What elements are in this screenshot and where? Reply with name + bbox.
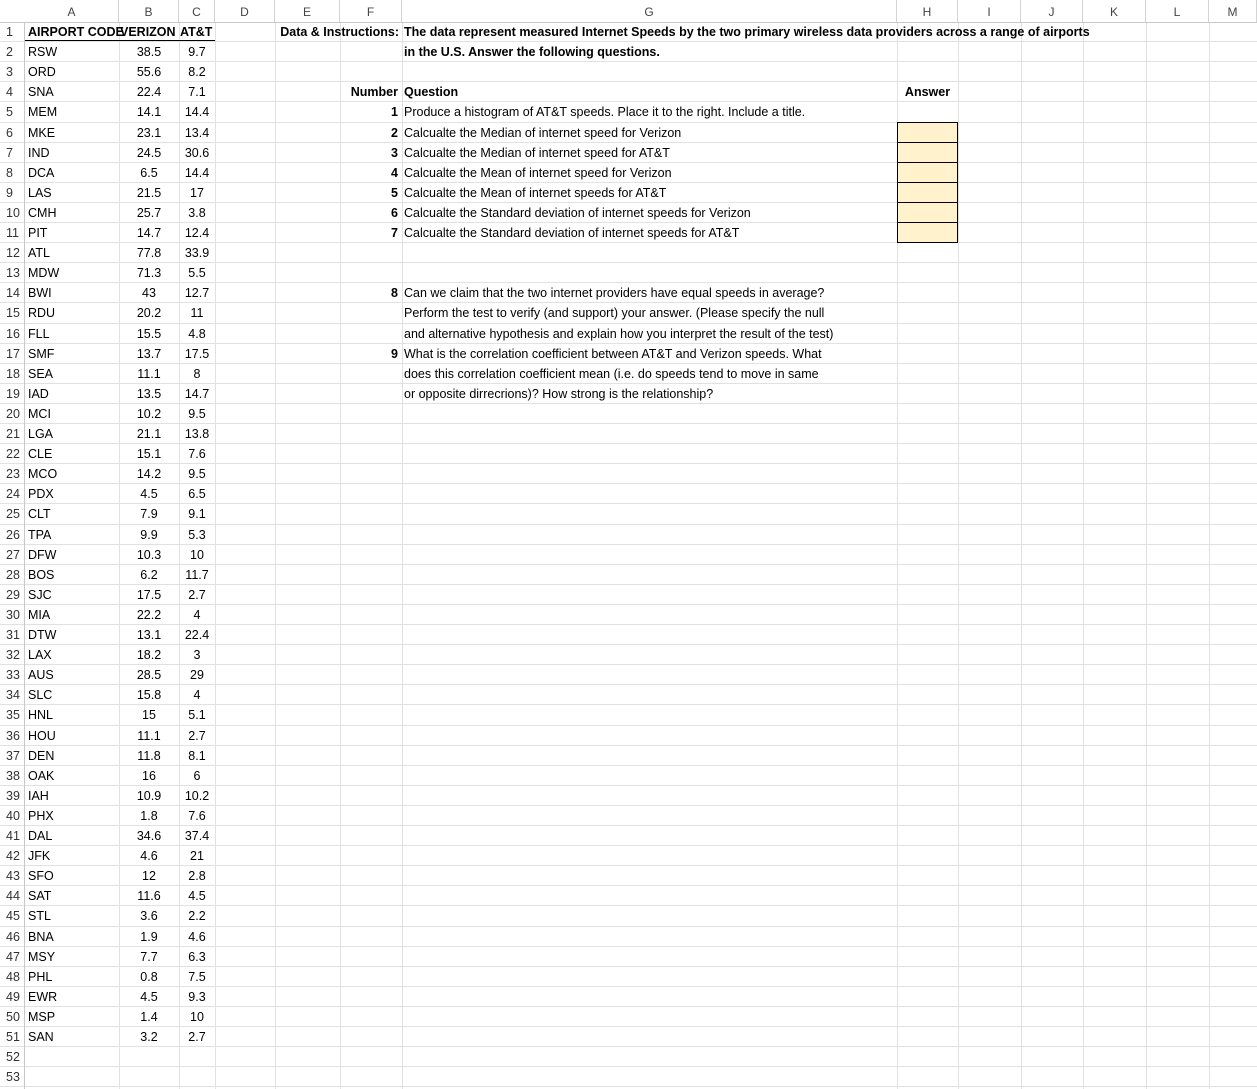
att-speed-cell[interactable]: 7.5: [188, 969, 206, 984]
question-text[interactable]: Calcualte the Median of internet speed for AT&T: [404, 145, 670, 160]
column-header-d[interactable]: D: [215, 0, 275, 22]
airport-code-cell[interactable]: MCO: [28, 467, 58, 482]
answer-input-cell[interactable]: [897, 222, 958, 243]
airport-code-cell[interactable]: CLT: [28, 507, 51, 522]
verizon-speed-cell[interactable]: 21.1: [136, 427, 162, 441]
row-number[interactable]: 8: [6, 165, 13, 180]
row-number[interactable]: 48: [6, 969, 20, 984]
row-number[interactable]: 1: [6, 25, 13, 39]
row-number[interactable]: 10: [6, 205, 20, 220]
verizon-speed-cell[interactable]: 1.4: [140, 1009, 158, 1024]
airport-code-cell[interactable]: MCI: [28, 406, 51, 421]
verizon-speed-cell[interactable]: 14.1: [136, 105, 162, 120]
question-9-text[interactable]: does this correlation coefficient mean (i.e. do speeds tend to move in same: [404, 366, 819, 381]
att-speed-cell[interactable]: 7.1: [188, 85, 206, 100]
verizon-speed-cell[interactable]: 15.8: [136, 688, 162, 703]
att-speed-cell[interactable]: 12.7: [184, 286, 210, 301]
verizon-speed-cell[interactable]: 77.8: [136, 246, 162, 261]
row-number[interactable]: 7: [6, 145, 13, 160]
question-number[interactable]: 7: [391, 226, 398, 240]
airport-code-cell[interactable]: DTW: [28, 628, 57, 642]
att-speed-cell[interactable]: 10: [190, 1009, 204, 1024]
column-header-bar: [0, 0, 1257, 23]
question-number[interactable]: 2: [391, 125, 398, 140]
column-header-a[interactable]: A: [25, 0, 119, 22]
verizon-speed-cell[interactable]: 3.6: [140, 909, 158, 924]
att-speed-cell[interactable]: 14.4: [184, 105, 210, 120]
row-number[interactable]: 19: [6, 386, 20, 401]
answer-input-cell[interactable]: [897, 162, 958, 183]
row-number[interactable]: 42: [6, 849, 20, 864]
gridline-horizontal: [0, 1086, 1257, 1087]
row-number[interactable]: 22: [6, 447, 20, 462]
row-number[interactable]: 9: [6, 185, 13, 200]
row-number[interactable]: 43: [6, 869, 20, 884]
row-number[interactable]: 24: [6, 487, 20, 502]
row-number[interactable]: 12: [6, 246, 20, 261]
column-header-f[interactable]: F: [340, 0, 402, 22]
answer-input-cell[interactable]: [897, 142, 958, 163]
airport-code-cell[interactable]: IAD: [28, 386, 49, 401]
airport-code-cell[interactable]: RSW: [28, 45, 58, 60]
att-speed-cell[interactable]: 9.5: [188, 467, 206, 482]
column-header-h[interactable]: H: [897, 0, 958, 22]
column-header-m[interactable]: M: [1209, 0, 1257, 22]
att-speed-cell[interactable]: 7.6: [188, 447, 206, 462]
question-text[interactable]: Calcualte the Standard deviation of internet speeds for Verizon: [404, 205, 751, 220]
column-header-l[interactable]: L: [1146, 0, 1209, 22]
qa-answer-header[interactable]: Answer: [904, 85, 951, 100]
airport-code-cell[interactable]: PDX: [28, 487, 54, 502]
att-speed-cell[interactable]: 9.5: [188, 406, 206, 421]
verizon-speed-cell[interactable]: 4.5: [140, 989, 158, 1004]
verizon-speed-cell[interactable]: 13.5: [136, 386, 162, 401]
airport-code-cell[interactable]: DAL: [28, 829, 53, 843]
verizon-speed-cell[interactable]: 18.2: [136, 648, 162, 663]
att-speed-cell[interactable]: 11.7: [185, 567, 209, 582]
att-speed-cell[interactable]: 5.5: [188, 266, 206, 281]
row-number[interactable]: 27: [6, 547, 20, 562]
airport-code-cell[interactable]: FLL: [28, 326, 50, 341]
airport-code-cell[interactable]: STL: [28, 909, 51, 924]
airport-code-cell[interactable]: IAH: [28, 788, 49, 803]
instructions-line-2[interactable]: in the U.S. Answer the following questions.: [404, 45, 660, 60]
verizon-speed-cell[interactable]: 4.5: [140, 487, 158, 502]
airport-code-cell[interactable]: SJC: [28, 587, 52, 602]
airport-code-cell[interactable]: BOS: [28, 567, 55, 582]
row-number[interactable]: 16: [6, 326, 20, 341]
att-speed-cell[interactable]: 11: [190, 306, 204, 321]
question-text[interactable]: Calcualte the Mean of internet speeds for AT&T: [404, 185, 667, 200]
airport-code-cell[interactable]: MSP: [28, 1009, 56, 1024]
att-speed-cell[interactable]: 8.1: [188, 748, 206, 763]
row-number[interactable]: 51: [6, 1030, 20, 1044]
att-speed-cell[interactable]: 9.7: [188, 45, 206, 60]
question-text[interactable]: Produce a histogram of AT&T speeds. Place it to the right. Include a title.: [404, 105, 806, 120]
verizon-speed-cell[interactable]: 28.5: [136, 668, 162, 683]
airport-code-cell[interactable]: PIT: [28, 226, 48, 240]
att-speed-cell[interactable]: 17.5: [184, 346, 210, 361]
row-number[interactable]: 20: [6, 406, 20, 421]
row-number[interactable]: 53: [6, 1070, 20, 1085]
airport-code-cell[interactable]: CLE: [28, 447, 53, 462]
row-number[interactable]: 40: [6, 808, 20, 823]
verizon-speed-cell[interactable]: 6.5: [140, 165, 158, 180]
verizon-speed-cell[interactable]: 34.6: [136, 829, 162, 843]
header-verizon[interactable]: VERIZON: [120, 25, 176, 39]
att-speed-cell[interactable]: 4: [193, 607, 201, 622]
airport-code-cell[interactable]: MEM: [28, 105, 58, 120]
att-speed-cell[interactable]: 2.7: [188, 1030, 206, 1044]
column-header-c[interactable]: C: [179, 0, 215, 22]
airport-code-cell[interactable]: SAN: [28, 1030, 54, 1044]
att-speed-cell[interactable]: 10: [190, 547, 204, 562]
airport-code-cell[interactable]: SAT: [28, 889, 52, 904]
verizon-speed-cell[interactable]: 0.8: [140, 969, 158, 984]
airport-code-cell[interactable]: OAK: [28, 768, 55, 783]
instructions-line-1[interactable]: The data represent measured Internet Speeds by the two primary wireless data providers across a range of airports: [404, 25, 1090, 39]
verizon-speed-cell[interactable]: 22.4: [136, 85, 162, 100]
verizon-speed-cell[interactable]: 21.5: [136, 185, 162, 200]
airport-code-cell[interactable]: DEN: [28, 748, 55, 763]
airport-code-cell[interactable]: HNL: [28, 708, 54, 723]
verizon-speed-cell[interactable]: 11.1: [137, 366, 161, 381]
question-number[interactable]: 1: [391, 105, 398, 120]
verizon-speed-cell[interactable]: 20.2: [136, 306, 162, 321]
att-speed-cell[interactable]: 2.2: [188, 909, 206, 924]
question-number[interactable]: 5: [391, 185, 398, 200]
verizon-speed-cell[interactable]: 15: [142, 708, 156, 723]
row-number[interactable]: 11: [6, 226, 19, 240]
airport-code-cell[interactable]: SLC: [28, 688, 53, 703]
att-speed-cell[interactable]: 3.8: [188, 205, 206, 220]
question-text[interactable]: Calcualte the Mean of internet speed for Verizon: [404, 165, 672, 180]
att-speed-cell[interactable]: 3: [193, 648, 201, 663]
row-number[interactable]: 13: [6, 266, 20, 281]
qa-question-header[interactable]: Question: [404, 85, 459, 100]
airport-code-cell[interactable]: PHL: [28, 969, 53, 984]
verizon-speed-cell[interactable]: 14.7: [136, 226, 162, 240]
att-speed-cell[interactable]: 22.4: [184, 628, 210, 642]
verizon-speed-cell[interactable]: 11.8: [137, 748, 161, 763]
row-number[interactable]: 26: [6, 527, 20, 542]
row-number[interactable]: 29: [6, 587, 20, 602]
question-text[interactable]: Calcualte the Standard deviation of internet speeds for AT&T: [404, 226, 740, 240]
att-speed-cell[interactable]: 30.6: [184, 145, 210, 160]
att-speed-cell[interactable]: 13.4: [184, 125, 210, 140]
row-number[interactable]: 21: [6, 427, 20, 441]
verizon-speed-cell[interactable]: 7.7: [140, 949, 158, 964]
row-number[interactable]: 37: [6, 748, 20, 763]
airport-code-cell[interactable]: HOU: [28, 728, 56, 743]
att-speed-cell[interactable]: 4.8: [188, 326, 206, 341]
question-8-text[interactable]: and alternative hypothesis and explain how you interpret the result of the test): [404, 326, 834, 341]
airport-code-cell[interactable]: MDW: [28, 266, 60, 281]
instructions-label[interactable]: Data & Instructions:: [280, 25, 399, 39]
row-number[interactable]: 52: [6, 1050, 20, 1065]
row-number[interactable]: 5: [6, 105, 13, 120]
row-number[interactable]: 41: [6, 829, 20, 843]
gridline-horizontal: [0, 1066, 1257, 1067]
verizon-speed-cell[interactable]: 12: [142, 869, 156, 884]
att-speed-cell[interactable]: 12.4: [184, 226, 210, 240]
verizon-speed-cell[interactable]: 16: [142, 768, 156, 783]
row-number[interactable]: 44: [6, 889, 20, 904]
column-header-b[interactable]: B: [119, 0, 179, 22]
att-speed-cell[interactable]: 6.3: [188, 949, 206, 964]
question-8-number[interactable]: 8: [391, 286, 398, 301]
att-speed-cell[interactable]: 14.7: [184, 386, 210, 401]
verizon-speed-cell[interactable]: 13.7: [136, 346, 162, 361]
airport-code-cell[interactable]: LGA: [28, 427, 54, 441]
airport-code-cell[interactable]: LAX: [28, 648, 52, 663]
airport-code-cell[interactable]: ORD: [28, 65, 56, 80]
row-number[interactable]: 15: [6, 306, 20, 321]
airport-code-cell[interactable]: IND: [28, 145, 50, 160]
att-speed-cell[interactable]: 33.9: [184, 246, 210, 261]
att-speed-cell[interactable]: 13.8: [184, 427, 210, 441]
att-speed-cell[interactable]: 4.6: [188, 929, 206, 944]
row-number[interactable]: 38: [6, 768, 20, 783]
row-number[interactable]: 46: [6, 929, 20, 944]
verizon-speed-cell[interactable]: 15.5: [136, 326, 162, 341]
question-text[interactable]: Calcualte the Median of internet speed for Verizon: [404, 125, 682, 140]
row-number[interactable]: 18: [6, 366, 20, 381]
att-speed-cell[interactable]: 29: [190, 668, 204, 683]
row-number[interactable]: 36: [6, 728, 20, 743]
row-number[interactable]: 31: [6, 628, 20, 642]
verizon-speed-cell[interactable]: 11.1: [137, 728, 161, 743]
att-speed-cell[interactable]: 21: [190, 849, 204, 864]
verizon-speed-cell[interactable]: 22.2: [136, 607, 162, 622]
att-speed-cell[interactable]: 4.5: [188, 889, 206, 904]
row-number[interactable]: 32: [6, 648, 20, 663]
verizon-speed-cell[interactable]: 43: [142, 286, 156, 301]
att-speed-cell[interactable]: 17: [190, 185, 204, 200]
airport-code-cell[interactable]: EWR: [28, 989, 58, 1004]
row-number[interactable]: 45: [6, 909, 20, 924]
row-number[interactable]: 33: [6, 668, 20, 683]
airport-code-cell[interactable]: MSY: [28, 949, 56, 964]
answer-input-cell[interactable]: [897, 122, 958, 143]
question-number[interactable]: 4: [391, 165, 398, 180]
airport-code-cell[interactable]: LAS: [28, 185, 52, 200]
att-speed-cell[interactable]: 2.7: [188, 728, 206, 743]
verizon-speed-cell[interactable]: 24.5: [136, 145, 162, 160]
header-airport-code[interactable]: AIRPORT CODE: [28, 25, 124, 39]
verizon-speed-cell[interactable]: 11.6: [137, 889, 161, 904]
question-9-number[interactable]: 9: [391, 346, 398, 361]
airport-code-cell[interactable]: BNA: [28, 929, 54, 944]
verizon-speed-cell[interactable]: 10.3: [136, 547, 162, 562]
verizon-speed-cell[interactable]: 23.1: [136, 125, 162, 140]
qa-number-header[interactable]: Number: [350, 85, 398, 100]
column-header-i[interactable]: I: [958, 0, 1021, 22]
row-number[interactable]: 30: [6, 607, 20, 622]
answer-input-cell[interactable]: [897, 182, 958, 203]
att-speed-cell[interactable]: 9.3: [188, 989, 206, 1004]
airport-code-cell[interactable]: CMH: [28, 205, 57, 220]
verizon-speed-cell[interactable]: 25.7: [136, 205, 162, 220]
row-number[interactable]: 49: [6, 989, 20, 1004]
question-8-text[interactable]: Perform the test to verify (and support) your answer. (Please specify the null: [404, 306, 825, 321]
att-speed-cell[interactable]: 14.4: [184, 165, 210, 180]
verizon-speed-cell[interactable]: 55.6: [136, 65, 162, 80]
row-number[interactable]: 34: [6, 688, 20, 703]
row-number[interactable]: 14: [6, 286, 20, 301]
airport-code-cell[interactable]: PHX: [28, 808, 54, 823]
column-header-e[interactable]: E: [275, 0, 340, 22]
att-speed-cell[interactable]: 2.8: [188, 869, 206, 884]
column-header-j[interactable]: J: [1021, 0, 1083, 22]
airport-code-cell[interactable]: JFK: [28, 849, 51, 864]
verizon-speed-cell[interactable]: 4.6: [140, 849, 158, 864]
row-number[interactable]: 4: [6, 85, 13, 100]
verizon-speed-cell[interactable]: 10.9: [136, 788, 162, 803]
column-header-g[interactable]: G: [402, 0, 897, 22]
verizon-speed-cell[interactable]: 3.2: [140, 1030, 158, 1044]
verizon-speed-cell[interactable]: 10.2: [136, 406, 162, 421]
question-9-text[interactable]: or opposite dirrecrions)? How strong is the relationship?: [404, 386, 714, 401]
airport-code-cell[interactable]: ATL: [28, 246, 50, 261]
verizon-speed-cell[interactable]: 71.3: [136, 266, 162, 281]
att-speed-cell[interactable]: 5.1: [188, 708, 206, 723]
verizon-speed-cell[interactable]: 7.9: [140, 507, 158, 522]
verizon-speed-cell[interactable]: 38.5: [136, 45, 162, 60]
row-number[interactable]: 23: [6, 467, 20, 482]
airport-code-cell[interactable]: MKE: [28, 125, 56, 140]
row-number[interactable]: 2: [6, 45, 13, 60]
answer-input-cell[interactable]: [897, 202, 958, 223]
question-9-text[interactable]: What is the correlation coefficient between AT&T and Verizon speeds. What: [404, 346, 822, 361]
verizon-speed-cell[interactable]: 1.8: [140, 808, 158, 823]
verizon-speed-cell[interactable]: 17.5: [136, 587, 162, 602]
question-number[interactable]: 6: [391, 205, 398, 220]
airport-code-cell[interactable]: RDU: [28, 306, 56, 321]
airport-code-cell[interactable]: DCA: [28, 165, 55, 180]
airport-code-cell[interactable]: TPA: [28, 527, 52, 542]
att-speed-cell[interactable]: 9.1: [188, 507, 206, 522]
question-8-text[interactable]: Can we claim that the two internet providers have equal speeds in average?: [404, 286, 825, 301]
att-speed-cell[interactable]: 8.2: [188, 65, 206, 80]
row-number[interactable]: 39: [6, 788, 20, 803]
verizon-speed-cell[interactable]: 13.1: [136, 628, 162, 642]
att-speed-cell[interactable]: 6: [193, 768, 201, 783]
att-speed-cell[interactable]: 37.4: [184, 829, 210, 843]
column-header-k[interactable]: K: [1083, 0, 1146, 22]
header-att[interactable]: AT&T: [180, 25, 213, 39]
row-number[interactable]: 50: [6, 1009, 20, 1024]
att-speed-cell[interactable]: 4: [193, 688, 201, 703]
row-number[interactable]: 35: [6, 708, 20, 723]
att-speed-cell[interactable]: 10.2: [184, 788, 210, 803]
row-number[interactable]: 17: [6, 346, 20, 361]
row-number[interactable]: 47: [6, 949, 20, 964]
airport-code-cell[interactable]: MIA: [28, 607, 51, 622]
airport-code-cell[interactable]: SEA: [28, 366, 54, 381]
att-speed-cell[interactable]: 5.3: [188, 527, 206, 542]
verizon-speed-cell[interactable]: 15.1: [136, 447, 162, 462]
verizon-speed-cell[interactable]: 9.9: [140, 527, 158, 542]
row-number[interactable]: 3: [6, 65, 13, 80]
att-speed-cell[interactable]: 7.6: [188, 808, 206, 823]
att-speed-cell[interactable]: 2.7: [188, 587, 206, 602]
airport-code-cell[interactable]: DFW: [28, 547, 57, 562]
airport-code-cell[interactable]: SMF: [28, 346, 55, 361]
airport-code-cell[interactable]: SFO: [28, 869, 54, 884]
att-speed-cell[interactable]: 6.5: [188, 487, 206, 502]
att-speed-cell[interactable]: 8: [193, 366, 201, 381]
question-number[interactable]: 3: [391, 145, 398, 160]
airport-code-cell[interactable]: SNA: [28, 85, 54, 100]
header-underline: [25, 40, 215, 41]
verizon-speed-cell[interactable]: 1.9: [140, 929, 158, 944]
verizon-speed-cell[interactable]: 14.2: [136, 467, 162, 482]
verizon-speed-cell[interactable]: 6.2: [140, 567, 158, 582]
airport-code-cell[interactable]: AUS: [28, 668, 54, 683]
airport-code-cell[interactable]: BWI: [28, 286, 52, 301]
row-number[interactable]: 6: [6, 125, 13, 140]
row-number[interactable]: 25: [6, 507, 20, 522]
row-number[interactable]: 28: [6, 567, 20, 582]
